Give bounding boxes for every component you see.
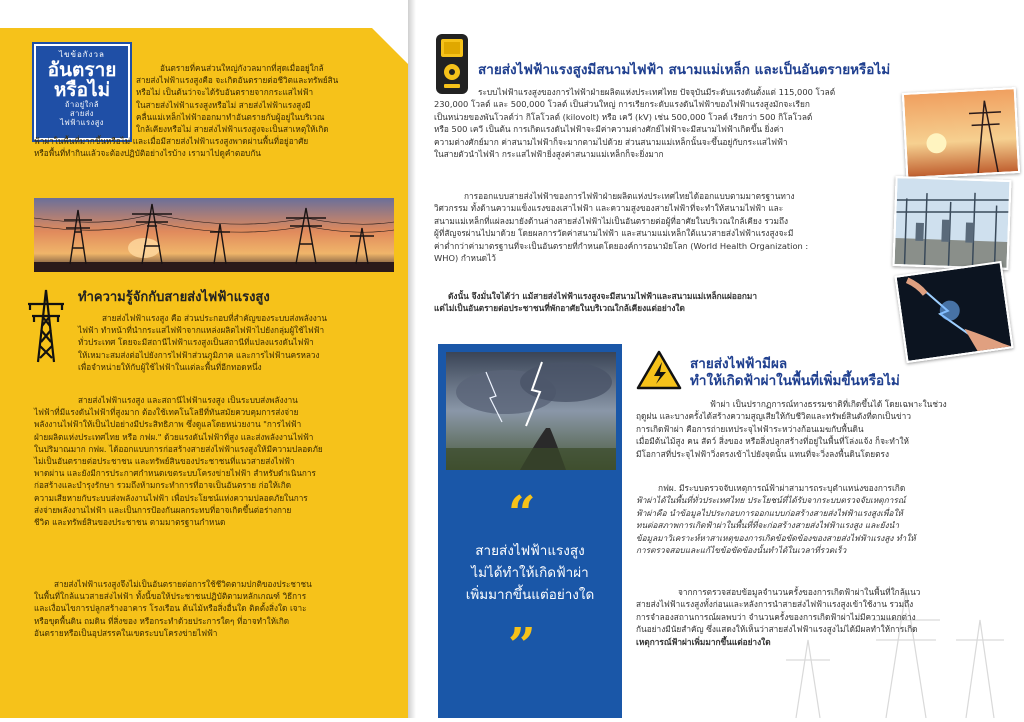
section-line: และเงื่อนไขการปลูกสร้างอาคาร โรงเรือน ต้นไม้หรือสิ่งอื่นใด ติดตั้งสิ่งใด เจาะ [34, 603, 307, 614]
quote-line: ไม่ได้ทำให้เกิดฟ้าผ่า [471, 565, 589, 581]
section-para-2 [34, 394, 396, 528]
right-para-5 [636, 482, 1006, 556]
right-line: เมื่อมีต้นไม้สูง คน สัตว์ สิ่งของ หรือสิ่งปลูกสร้างที่อยู่ในพื้นที่โล่งแจ้ง ก็จะทำให้ [636, 436, 910, 447]
intro-line: หรือพื้นที่ทำกินแล้วจะต้องปฏิบัติอย่างไรบ้าง เรามาไปดูคำตอบกัน [34, 148, 261, 159]
section-line: ส่งจ่ายพลังงานไฟฟ้า และเป็นการป้องกันผลกระทบที่อาจเกิดขึ้นต่อร่างกาย [34, 504, 292, 515]
section-line: สายส่งไฟฟ้าแรงสูงจึงไม่เป็นอันตรายต่อการใช้ชีวิตตามปกติของประชาชน [54, 579, 312, 589]
right-line: จากการตรวจสอบข้อมูลจำนวนครั้งของการเกิดฟ้าผ่าในพื้นที่ใกล้แนว [678, 587, 921, 597]
right-para-6 [636, 586, 1006, 648]
section-line: เพื่อจำหน่ายให้กับผู้ใช้ไฟฟ้าในแต่ละพื้นที่อีกทอดหนึ่ง [78, 361, 262, 372]
section-line: ก่อสร้างและบำรุงรักษา รวมถึงห้ามกระทำการที่อาจเป็นอันตราย ก่อให้เกิด [34, 480, 292, 491]
section-line: หรือขุดพื้นดิน ถมดิน ที่สิ่งของ หรือกระทำด้วยประการใดๆ ที่อาจทำให้เกิด [34, 615, 290, 626]
right-line: ฟ้าผ่าคือ นำข้อมูลไปประกอบการออกแบบก่อสร้างสายส่งไฟฟ้าแรงสูงเพื่อให้ [636, 507, 903, 518]
section-line: สายส่งไฟฟ้าแรงสูง คือ ส่วนประกอบที่สำคัญของระบบส่งพลังงาน [102, 313, 327, 323]
right-line: ผู้ที่สัญจรผ่านไปมาด้วย โดยผลการวัดค่าสนามไฟฟ้า และสนามแม่เหล็กใต้แนวสายส่งไฟฟ้าแรงสูงจะมี [434, 228, 794, 239]
right-para-2 [434, 190, 880, 264]
section-line: ชีวิต และทรัพย์สินของประชาชน ตามมาตรฐานกำหนด [34, 517, 226, 528]
right-para-4 [636, 398, 1006, 460]
right-line: ความต่างศักย์มาก ค่าสนามไฟฟ้าก็จะมากตามไปด้วย ส่วนสนามแม่เหล็กนั้นจะขึ้นอยู่กับกระแสไฟฟ้า [434, 136, 788, 147]
logo-line3: หรือไม่ [53, 79, 111, 101]
right-line: 230,000 โวลต์ และ 500,000 โวลต์ เป็นส่วนใหญ่ การเรียกระดับแรงดันไฟฟ้าของไฟฟ้าแรงสูงมักจะเรียก [434, 99, 810, 110]
right-para-1 [434, 86, 890, 160]
right-line: เป็นหน่วยของพันโวลต์ว่า กิโลโวลต์ (kilovolt) หรือ เควี (kV) เช่น 500,000 โวลต์ เรียกว่า 500 กิโลโวลต์ [434, 111, 813, 122]
storm-photo [446, 352, 616, 470]
right-line: ฤดูฝน และบางครั้งได้สร้างความสูญเสียให้กับชีวิตและทรัพย์สินดังที่ตกเป็นข่าว [636, 411, 911, 422]
pylon-icon [24, 286, 68, 364]
electric-hand-photo [894, 261, 1013, 363]
intro-text-bottom [34, 135, 396, 159]
section-line: พลังงานไฟฟ้าให้เป็นไปอย่างมีประสิทธิภาพ ซึ่งดูแลโดยหน่วยงาน "การไฟฟ้า [34, 419, 302, 430]
section-line: ความเสียหายกับระบบส่งพลังงานไฟฟ้า เพื่อประโยชน์แห่งความปลอดภัยในการ [34, 492, 308, 503]
section-line: พาดผ่าน และยังมีการประกาศกำหนดเขตระบบโครงข่ายไฟฟ้า สำหรับดำเนินการ [34, 468, 316, 479]
right-line: การออกแบบสายส่งไฟฟ้าของการไฟฟ้าฝ่ายผลิตแห่งประเทศไทยได้ออกแบบตามมาตรฐานทาง [464, 191, 795, 201]
right-line: สนามแม่เหล็กที่แผ่ลงมายังด้านล่างสายส่งไฟฟ้าไม่เป็นอันตรายต่อผู้ที่อาศัยในบริเวณใกล้เคียง รวมถึง [434, 215, 789, 226]
right-line: ดังนั้น จึงมั่นใจได้ว่า แม้สายส่งไฟฟ้าแรงสูงจะมีสนามไฟฟ้าและสนามแม่เหล็กแผ่ออกมา [448, 291, 758, 301]
right-line: WHO) กำหนดไว้ [434, 253, 496, 264]
intro-line: หรือไม่ เป็นต้นว่าจะได้รับอันตรายจากกระแสไฟฟ้า [136, 87, 314, 98]
intro-text-top [136, 62, 398, 135]
intro-line: ฟ้าผ่าในพื้นที่มากขึ้นหรือไม่ และเมื่อมีสายส่งไฟฟ้าแรงสูงพาดผ่านพื้นที่อยู่อาศัย [34, 136, 309, 146]
right-line: การเกิดฟ้าผ่า คือการถ่ายเทประจุไฟฟ้าระหว่างก้อนเมฆกับพื้นดิน [636, 423, 864, 434]
sunset-tower-photo [902, 87, 1020, 179]
section-line: ให้เหมาะสมส่งต่อไปยังการไฟฟ้าส่วนภูมิภาค และการไฟฟ้านครหลวง [78, 349, 320, 360]
intro-line: ในสายส่งไฟฟ้าแรงสูงหรือไม่ สายส่งไฟฟ้าแรงสูงมี [136, 99, 311, 110]
logo-line4: ถ้าอยู่ใกล้ [65, 100, 99, 109]
section-line: สายส่งไฟฟ้าแรงสูง และสถานีไฟฟ้าแรงสูง เป็นระบบส่งพลังงาน [78, 395, 298, 405]
right-line: ทนต่อสภาพการเกิดฟ้าผ่าในพื้นที่ที่จะก่อสร้างสายส่งไฟฟ้าแรงสูง และยังนำ [636, 520, 899, 531]
right-line: ในสายตัวนำไฟฟ้า กระแสไฟฟ้ายิ่งสูงค่าสนามแม่เหล็กก็จะยิ่งมาก [434, 149, 664, 160]
right-para-3 [434, 290, 880, 315]
sunset-pylons-photo [34, 198, 394, 272]
quote-text [442, 540, 618, 606]
quote-close-mark: ” [508, 618, 536, 674]
right-line: มีโอกาสที่ประจุไฟฟ้าวิ่งตรงเข้าไปยังจุดนั้น แทนที่จะวิ่งลงพื้นดินโดยตรง [636, 448, 890, 459]
section-line: ไฟฟ้า ทำหน้าที่นำกระแสไฟฟ้าจากแหล่งผลิตไฟฟ้าไปยังกลุ่มผู้ใช้ไฟฟ้า [78, 325, 325, 336]
section-para-3 [34, 578, 396, 639]
logo-line1: ไขข้อกังวล [59, 50, 105, 59]
title-logo [34, 44, 130, 140]
right-line: ฟ้าผ่าได้ในพื้นที่ทั่วประเทศไทย ประโยชน์ที่ได้รับจากระบบตรวจจับเหตุการณ์ [636, 495, 906, 506]
section-line: อันตรายหรือเป็นอุปสรรคในเขตระบบโครงข่ายไฟฟ้า [34, 627, 218, 638]
intro-line: คลื่นแม่เหล็กไฟฟ้าออกมาทำอันตรายกับผู้อยู่ในบริเวณ [136, 111, 325, 122]
right-line: การตรวจสอบและแก้ไขข้อขัดข้องนั้นทำได้ในเวลาที่รวดเร็ว [636, 545, 847, 556]
right-line: กฟผ. มีระบบตรวจจับเหตุการณ์ฟ้าผ่าสามารถระบุตำแหน่งของการเกิด [658, 483, 906, 493]
warning-icon [636, 350, 682, 390]
quote-line: สายส่งไฟฟ้าแรงสูง [475, 543, 585, 559]
right-line: การจำลองสถานการณ์ผลพบว่า จำนวนครั้งของการเกิดฟ้าผ่าไม่มีความแตกต่าง [636, 611, 916, 622]
right-line: หรือ 500 เควี เป็นต้น การเกิดแรงดันไฟฟ้าจะมีค่าความต่างศักย์ไฟฟ้าจะมีสนามไฟฟ้าเกิดขึ้น ยิ่งค่า [434, 124, 784, 135]
right-title-2 [690, 356, 990, 390]
intro-line: ใกล้เคียงหรือไม่ สายส่งไฟฟ้าแรงสูงจะเป็นสาเหตุให้เกิด [136, 124, 329, 135]
quote-open-mark: “ [508, 486, 536, 542]
right-line: ฟ้าผ่า เป็นปรากฏการณ์ทางธรรมชาติที่เกิดขึ้นได้ โดยเฉพาะในช่วง [710, 399, 947, 409]
title2-line2: ทำให้เกิดฟ้าผ่าในพื้นที่เพิ่มขึ้นหรือไม่ [690, 373, 900, 389]
right-line: วิศวกรรม ทั้งด้านความแข็งแรงของเสาไฟฟ้า และความสูงของสายไฟฟ้าที่จะทำให้สนามไฟฟ้า และ [434, 203, 784, 214]
right-line: เหตุการณ์ฟ้าผ่าเพิ่มมากขึ้นแต่อย่างใด [636, 636, 771, 647]
logo-line5: สายส่ง [70, 109, 94, 118]
intro-line: อันตรายที่คนส่วนใหญ่กังวลมากที่สุดเมื่ออยู่ใกล้ [160, 63, 324, 73]
right-line: ค่าต่ำกว่าค่ามาตรฐานที่จะเป็นอันตรายที่กำหนดโดยองค์การอนามัยโลก (World Health Organization : [434, 240, 809, 251]
section-line: ไม่เป็นอันตรายต่อประชาชน และทรัพย์สินของประชาชนที่แนวสายส่งไฟฟ้า [34, 456, 295, 467]
right-title-1: สายส่งไฟฟ้าแรงสูงมีสนามไฟฟ้า สนามแม่เหล็ก และเป็นอันตรายหรือไม่ [478, 62, 891, 78]
right-line: สายส่งไฟฟ้าแรงสูงทั้งก่อนและหลังการนำสายส่งไฟฟ้าแรงสูงเข้าใช้งาน รวมถึง [636, 599, 914, 610]
logo-line2: อันตราย [47, 59, 117, 81]
title2-line1: สายส่งไฟฟ้ามีผล [690, 356, 788, 372]
quote-line: เพิ่มมากขึ้นแต่อย่างใด [465, 587, 595, 603]
section-line: ฝ่ายผลิตแห่งประเทศไทย หรือ กฟผ." ด้วยแรงดันไฟฟ้าที่สูง และส่งพลังงานไฟฟ้า [34, 431, 314, 442]
intro-line: สายส่งไฟฟ้าแรงสูงคือ จะเกิดอันตรายต่อชีวิตและทรัพย์สิน [136, 75, 339, 86]
page-fold [408, 0, 416, 718]
section-line: ทั่วประเทศ โดยจะมีสถานีไฟฟ้าแรงสูงเป็นสถานีที่แปลงแรงดันไฟฟ้า [78, 337, 314, 348]
substation-photo [892, 176, 1011, 270]
right-line: กันอย่างมีนัยสำคัญ ซึ่งแสดงให้เห็นว่าสายส่งไฟฟ้าแรงสูงไม่ได้มีผลทำให้การเกิด [636, 624, 918, 635]
right-line: ระบบไฟฟ้าแรงสูงของการไฟฟ้าฝ่ายผลิตแห่งประเทศไทย ปัจจุบันมีระดับแรงดันตั้งแต่ 115,000 โวลต์ [478, 87, 836, 97]
section-title-left: ทำความรู้จักกับสายส่งไฟฟ้าแรงสูง [78, 290, 270, 305]
section-line: ในพื้นที่ใกล้แนวสายส่งไฟฟ้า ทั้งนี้ขอให้ประชาชนปฏิบัติตามหลักเกณฑ์ วิธีการ [34, 591, 307, 602]
right-line: แต่ไม่เป็นอันตรายต่อประชาชนที่พักอาศัยในบริเวณใกล้เคียงแต่อย่างใด [434, 303, 685, 314]
left-page [0, 0, 410, 718]
logo-line6: ไฟฟ้าแรงสูง [60, 118, 104, 127]
right-line: ข้อมูลมาวิเคราะห์หาสาเหตุของการเกิดข้อขัดข้องของสายส่งไฟฟ้าแรงสูง ทำให้ [636, 532, 916, 543]
section-para-1 [78, 312, 396, 373]
section-line: ในปริมาณมาก กฟผ. ได้ออกแบบการก่อสร้างสายส่งไฟฟ้าแรงสูงให้มีความปลอดภัย [34, 443, 323, 454]
section-line: ไฟฟ้าที่มีแรงดันไฟฟ้าที่สูงมาก ต้องใช้เทคโนโลยีที่ทันสมัยควบคุมการส่งจ่าย [34, 407, 299, 418]
